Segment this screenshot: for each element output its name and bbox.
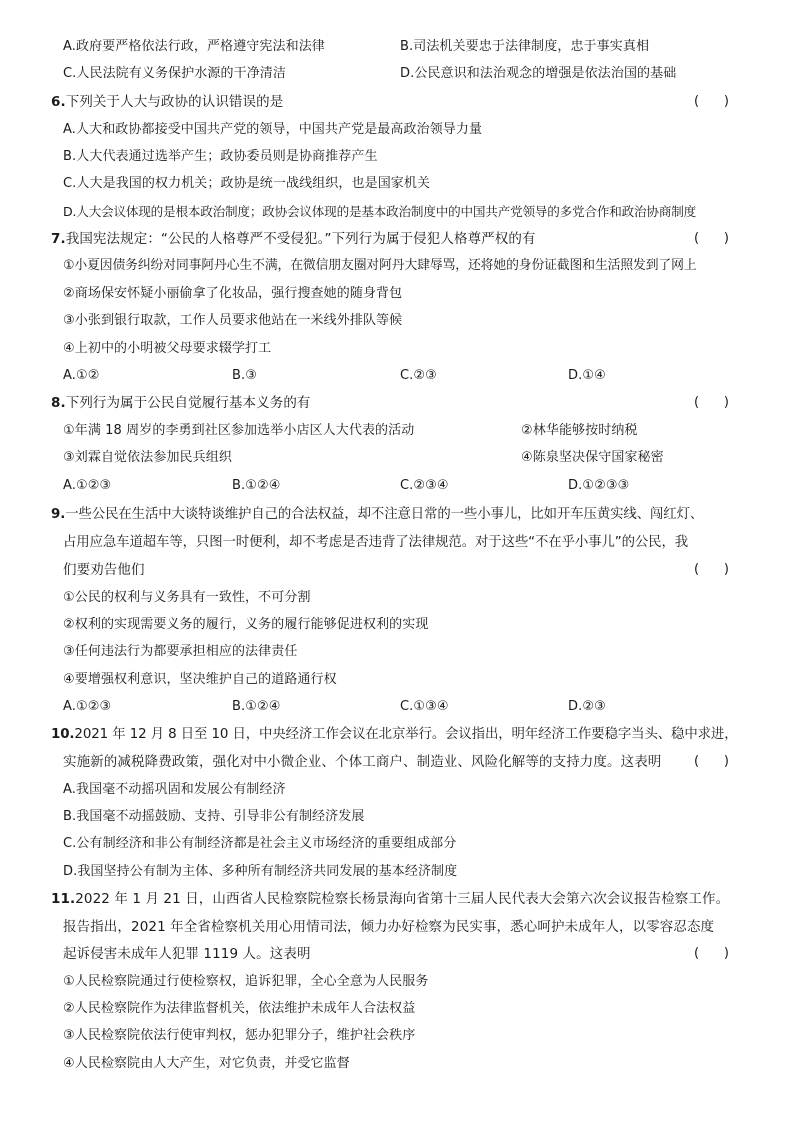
q8-option-b: B.①②④ bbox=[232, 478, 281, 493]
q10-option-c: C.公有制经济和非公有制经济都是社会主义市场经济的重要组成部分 bbox=[63, 836, 457, 851]
q5-option-a: A.政府要严格依法行政，严格遵守宪法和法律 bbox=[63, 39, 325, 54]
q11-stem-text-1: 2022 年 1 月 21 日，山西省人民检察院检察长杨景海向省第十三届人民代表大会第六次会议报告检察工作。 bbox=[75, 891, 730, 907]
q6-option-a: A.人大和政协都接受中国共产党的领导，中国共产党是最高政治领导力量 bbox=[63, 122, 483, 137]
q7-option-a: A.①② bbox=[63, 368, 100, 383]
q10-answer-paren: ( ) bbox=[694, 754, 729, 769]
q7-option-d: D.①④ bbox=[568, 368, 606, 383]
q6-stem-text: 下列关于人大与政协的认识错误的是 bbox=[65, 94, 284, 110]
q9-stem-line-1 bbox=[51, 505, 703, 525]
q11-statement-2: ②人民检察院作为法律监督机关，依法维护未成年人合法权益 bbox=[63, 1001, 416, 1016]
q10-stem-line-2: 实施新的减税降费政策，强化对中小微企业、个体工商户、制造业、风险化解等的支持力度。这表明 bbox=[63, 754, 662, 770]
q10-option-a: A.我国毫不动摇巩固和发展公有制经济 bbox=[63, 782, 286, 797]
q8-number: 8. bbox=[51, 395, 66, 411]
q7-stem-text: 我国宪法规定：“公民的人格尊严不受侵犯。”下列行为属于侵犯人格尊严权的有 bbox=[65, 231, 536, 247]
q10-number: 10. bbox=[51, 727, 75, 742]
q6-option-c: C.人大是我国的权力机关；政协是统一战线组织，也是国家机关 bbox=[63, 176, 431, 191]
q8-stem-text: 下列行为属于公民自觉履行基本义务的有 bbox=[65, 395, 311, 411]
q8-statement-3: ③刘霖自觉依法参加民兵组织 bbox=[63, 450, 232, 465]
q9-number: 9. bbox=[51, 507, 66, 522]
q6-option-d: D.人大会议体现的是根本政治制度；政协会议体现的是基本政治制度中的中国共产党领导的多党合作和政治协商制度 bbox=[63, 204, 696, 219]
q9-statement-3: ③任何违法行为都要承担相应的法律责任 bbox=[63, 644, 298, 659]
q9-option-d: D.②③ bbox=[568, 699, 606, 714]
q8-option-d: D.①②③③ bbox=[568, 478, 630, 493]
q7-option-b: B.③ bbox=[232, 368, 258, 383]
q9-stem-text-1: 一些公民在生活中大谈特谈维护自己的合法权益，却不注意日常的一些小事儿，比如开车压黄实线、闯红灯、 bbox=[65, 507, 704, 522]
q8-answer-paren: ( ) bbox=[694, 395, 729, 410]
q9-statement-1: ①公民的权利与义务具有一致性，不可分割 bbox=[63, 590, 311, 605]
q9-stem-line-3: 们要劝告他们 bbox=[63, 562, 145, 578]
q8-option-c: C.②③④ bbox=[400, 478, 449, 493]
q6-stem bbox=[51, 92, 283, 112]
q7-stem bbox=[51, 229, 536, 249]
q8-stem bbox=[51, 393, 311, 413]
q9-option-b: B.①②④ bbox=[232, 699, 281, 714]
q8-statement-2: ②林华能够按时纳税 bbox=[521, 423, 638, 438]
q10-stem-line-1 bbox=[51, 725, 738, 745]
q8-statement-4: ④陈泉坚决保守国家秘密 bbox=[521, 450, 664, 465]
q11-statement-4: ④人民检察院由人大产生，对它负责，并受它监督 bbox=[63, 1056, 350, 1071]
q10-stem-text-1: 2021 年 12 月 8 日至 10 日，中央经济工作会议在北京举行。会议指出，明年经济工作要稳字当头、稳中求进， bbox=[74, 727, 738, 742]
q8-option-a: A.①②③ bbox=[63, 478, 112, 493]
q7-statement-4: ④上初中的小明被父母要求辍学打工 bbox=[63, 341, 272, 356]
q11-number: 11. bbox=[51, 891, 76, 907]
q10-option-d: D.我国坚持公有制为主体、多种所有制经济共同发展的基本经济制度 bbox=[63, 864, 458, 879]
q5-option-c: C.人民法院有义务保护水源的干净清洁 bbox=[63, 66, 287, 81]
q11-stem-line-2: 报告指出，2021 年全省检察机关用心用情司法，倾力办好检察为民实事，悉心呵护未成年人，以零容忍态度 bbox=[63, 919, 715, 935]
q6-number: 6. bbox=[51, 94, 66, 110]
q7-answer-paren: ( ) bbox=[694, 231, 729, 246]
q9-answer-paren: ( ) bbox=[694, 562, 729, 577]
q9-statement-2: ②权利的实现需要义务的履行，义务的履行能够促进权利的实现 bbox=[63, 617, 429, 632]
q9-stem-line-2: 占用应急车道超车等，只图一时便利，却不考虑是否违背了法律规范。对于这些“不在乎小事儿”的公民，我 bbox=[63, 535, 689, 550]
q10-option-b: B.我国毫不动摇鼓励、支持、引导非公有制经济发展 bbox=[63, 809, 365, 824]
q11-statement-1: ①人民检察院通过行使检察权，追诉犯罪，全心全意为人民服务 bbox=[63, 974, 429, 989]
q9-option-a: A.①②③ bbox=[63, 699, 112, 714]
q8-statement-1: ①年满 18 周岁的李勇到社区参加选举小店区人大代表的活动 bbox=[63, 423, 415, 438]
q6-answer-paren: ( ) bbox=[694, 94, 729, 109]
q11-stem-line-1 bbox=[51, 889, 729, 909]
q11-stem-line-3: 起诉侵害未成年人犯罪 1119 人。这表明 bbox=[63, 946, 311, 962]
q9-option-c: C.①③④ bbox=[400, 699, 449, 714]
q7-statement-2: ②商场保安怀疑小丽偷拿了化妆品，强行搜查她的随身背包 bbox=[63, 286, 403, 301]
q7-number: 7. bbox=[51, 231, 66, 247]
q9-statement-4: ④要增强权利意识，坚决维护自己的道路通行权 bbox=[63, 672, 337, 687]
q5-option-b: B.司法机关要忠于法律制度，忠于事实真相 bbox=[400, 39, 650, 54]
q7-statement-3: ③小张到银行取款，工作人员要求他站在一米线外排队等候 bbox=[63, 313, 403, 328]
q7-statement-1: ①小夏因债务纠纷对同事阿丹心生不满，在微信朋友圈对阿丹大肆辱骂，还将她的身份证截图和生活照发到了网上 bbox=[63, 258, 697, 273]
q7-option-c: C.②③ bbox=[400, 368, 437, 383]
q6-option-b: B.人大代表通过选举产生；政协委员则是协商推荐产生 bbox=[63, 149, 378, 164]
q11-statement-3: ③人民检察院依法行使审判权，惩办犯罪分子，维护社会秩序 bbox=[63, 1028, 416, 1043]
q11-answer-paren: ( ) bbox=[694, 946, 729, 961]
q5-option-d: D.公民意识和法治观念的增强是依法治国的基础 bbox=[400, 66, 677, 81]
